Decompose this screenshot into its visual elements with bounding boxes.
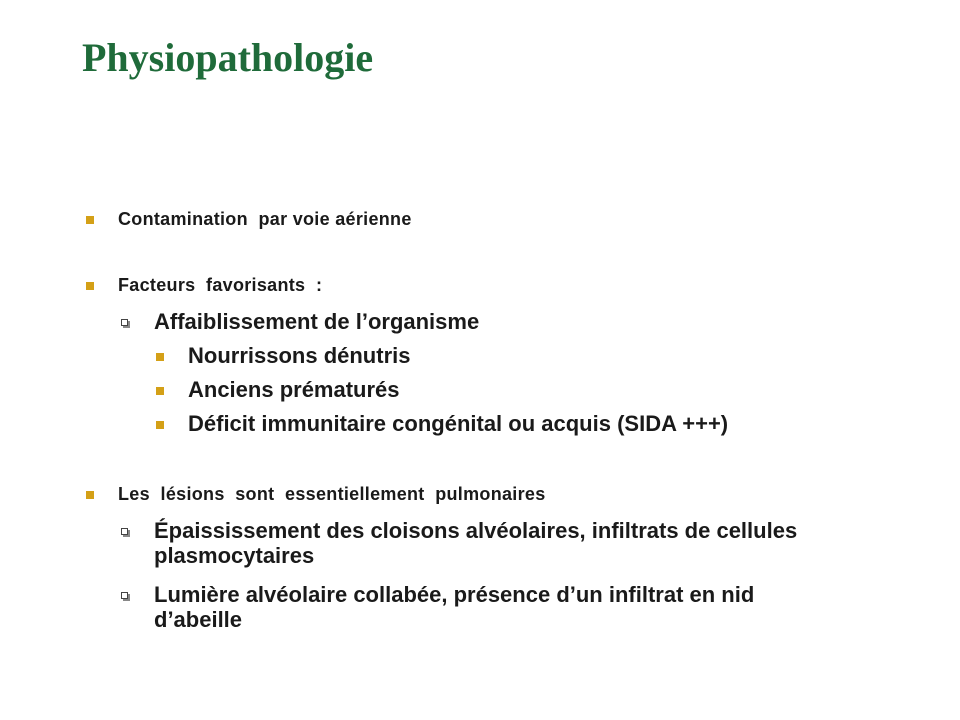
square-bullet-icon (156, 387, 164, 395)
square-bullet-icon (86, 216, 94, 224)
hollow-square-bullet-icon (121, 319, 128, 326)
sub-item-text: Lumière alvéolaire collabée, présence d’un infiltrat en nid d’abeille (154, 582, 755, 632)
sub-item-affaiblissement (121, 309, 479, 334)
sub-sub-item-text: Déficit immunitaire congénital ou acquis (SIDA +++) (188, 411, 729, 436)
slide-title: Physiopathologie (82, 35, 374, 80)
sub-sub-item-text: Nourrissons dénutris (188, 343, 411, 368)
bullet-item-facteurs (86, 274, 322, 296)
sub-item-epaississement (121, 518, 841, 568)
square-bullet-icon (156, 353, 164, 361)
square-bullet-icon (86, 282, 94, 290)
bullet-text: Les lésions sont essentiellement pulmonaires (118, 484, 546, 504)
sub-item-lumiere (121, 582, 841, 632)
bullet-item-contamination (86, 208, 412, 230)
sub-sub-item-text: Anciens prématurés (188, 377, 400, 402)
square-bullet-icon (86, 491, 94, 499)
square-bullet-icon (156, 421, 164, 429)
bullet-text: Facteurs favorisants : (118, 275, 323, 295)
sub-sub-item-prematures (156, 377, 400, 402)
bullet-item-lesions (86, 483, 546, 505)
bullet-text: Contamination par voie aérienne (118, 209, 412, 229)
hollow-square-bullet-icon (121, 592, 128, 599)
sub-item-text: Affaiblissement de l’organisme (154, 309, 480, 334)
sub-sub-item-deficit (156, 411, 728, 436)
hollow-square-bullet-icon (121, 528, 128, 535)
sub-item-text: Épaississement des cloisons alvéolaires, infiltrats de cellules plasmocytaires (154, 518, 798, 568)
sub-sub-item-nourrissons (156, 343, 410, 368)
